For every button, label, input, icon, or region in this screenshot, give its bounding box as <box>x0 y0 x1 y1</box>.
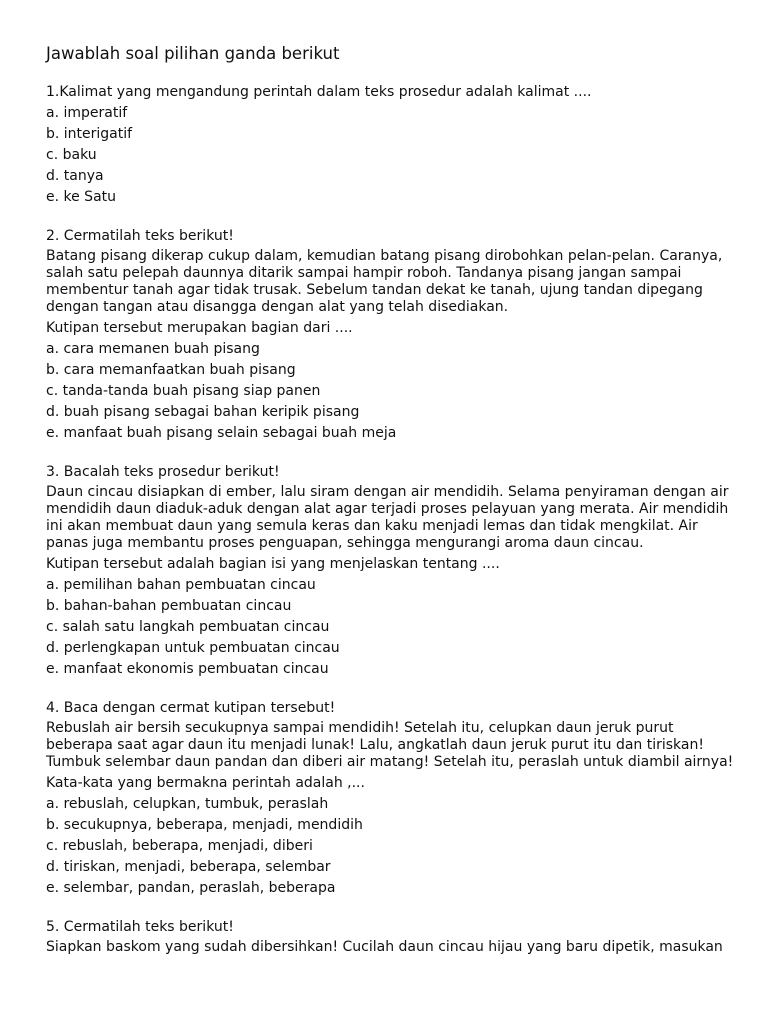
question-2 <box>46 226 728 444</box>
question-list <box>46 82 734 956</box>
answer-option: a. rebuslah, celupkan, tumbuk, peraslah <box>46 796 329 812</box>
question-heading: 3. Bacalah teks prosedur berikut! <box>46 464 280 480</box>
answer-option: b. cara memanfaatkan buah pisang <box>46 362 296 378</box>
question-heading: 4. Baca dengan cermat kutipan tersebut! <box>46 700 336 716</box>
answer-option: d. perlengkapan untuk pembuatan cincau <box>46 640 340 656</box>
answer-option: c. salah satu langkah pembuatan cincau <box>46 619 330 635</box>
passage-line: Tumbuk selembar daun pandan dan diberi air matang! Setelah itu, peraslah untuk diambil airnya! <box>46 754 734 770</box>
question-prompt: Kata-kata yang bermakna perintah adalah ,... <box>46 775 365 791</box>
passage-line: Siapkan baskom yang sudah dibersihkan! Cucilah daun cincau hijau yang baru dipetik, masukan <box>46 939 723 955</box>
answer-option: a. cara memanen buah pisang <box>46 341 260 357</box>
question-1 <box>46 82 728 208</box>
page-title: Jawablah soal pilihan ganda berikut <box>46 44 340 63</box>
answer-option: b. secukupnya, beberapa, menjadi, mendidih <box>46 817 363 833</box>
question-passage <box>46 720 734 771</box>
question-passage <box>46 248 728 316</box>
passage-line: dengan tangan atau disangga dengan alat yang telah disediakan. <box>46 299 509 315</box>
passage-line: Batang pisang dikerap cukup dalam, kemudian batang pisang dirobohkan pelan-pelan. Caranya, <box>46 248 723 264</box>
passage-line: Daun cincau disiapkan di ember, lalu siram dengan air mendidih. Selama penyiraman dengan air <box>46 484 729 500</box>
answer-option: c. tanda-tanda buah pisang siap panen <box>46 383 321 399</box>
question-prompt: Kutipan tersebut merupakan bagian dari .... <box>46 320 353 336</box>
answer-option: e. ke Satu <box>46 189 117 205</box>
answer-option: e. manfaat ekonomis pembuatan cincau <box>46 661 329 677</box>
passage-line: mendidih daun diaduk-aduk dengan alat agar terjadi proses pelayuan yang merata. Air mendidih <box>46 501 729 517</box>
answer-option: a. pemilihan bahan pembuatan cincau <box>46 577 316 593</box>
question-5 <box>46 917 728 956</box>
question-heading: 1.Kalimat yang mengandung perintah dalam teks prosedur adalah kalimat .... <box>46 84 592 100</box>
answer-option: b. interigatif <box>46 126 133 142</box>
passage-line: ini akan membuat daun yang semula keras dan kaku menjadi lemas dan tidak mengkilat. Air <box>46 518 698 534</box>
answer-option: e. selembar, pandan, peraslah, beberapa <box>46 880 336 896</box>
passage-line: salah satu pelepah daunnya ditarik sampai hampir roboh. Tandanya pisang jangan sampai <box>46 265 682 281</box>
passage-line: panas juga membantu proses penguapan, sehingga mengurangi aroma daun cincau. <box>46 535 644 551</box>
answer-option: a. imperatif <box>46 105 128 121</box>
answer-option: e. manfaat buah pisang selain sebagai buah meja <box>46 425 397 441</box>
answer-option: c. rebuslah, beberapa, menjadi, diberi <box>46 838 313 854</box>
question-passage <box>46 484 728 552</box>
question-passage <box>46 939 728 956</box>
question-heading: 2. Cermatilah teks berikut! <box>46 228 234 244</box>
answer-option: d. tanya <box>46 168 104 184</box>
passage-line: Rebuslah air bersih secukupnya sampai mendidih! Setelah itu, celupkan daun jeruk purut <box>46 720 674 736</box>
answer-option: b. bahan-bahan pembuatan cincau <box>46 598 292 614</box>
question-3 <box>46 462 728 680</box>
answer-option: d. tiriskan, menjadi, beberapa, selembar <box>46 859 331 875</box>
passage-line: beberapa saat agar daun itu menjadi lunak! Lalu, angkatlah daun jeruk purut itu dan tiriskan! <box>46 737 704 753</box>
question-prompt: Kutipan tersebut adalah bagian isi yang menjelaskan tentang .... <box>46 556 500 572</box>
answer-option: c. baku <box>46 147 97 163</box>
answer-option: d. buah pisang sebagai bahan keripik pisang <box>46 404 360 420</box>
question-heading: 5. Cermatilah teks berikut! <box>46 919 234 935</box>
passage-line: membentur tanah agar tidak trusak. Sebelum tandan dekat ke tanah, ujung tandan dipegang <box>46 282 703 298</box>
question-4 <box>46 698 734 899</box>
